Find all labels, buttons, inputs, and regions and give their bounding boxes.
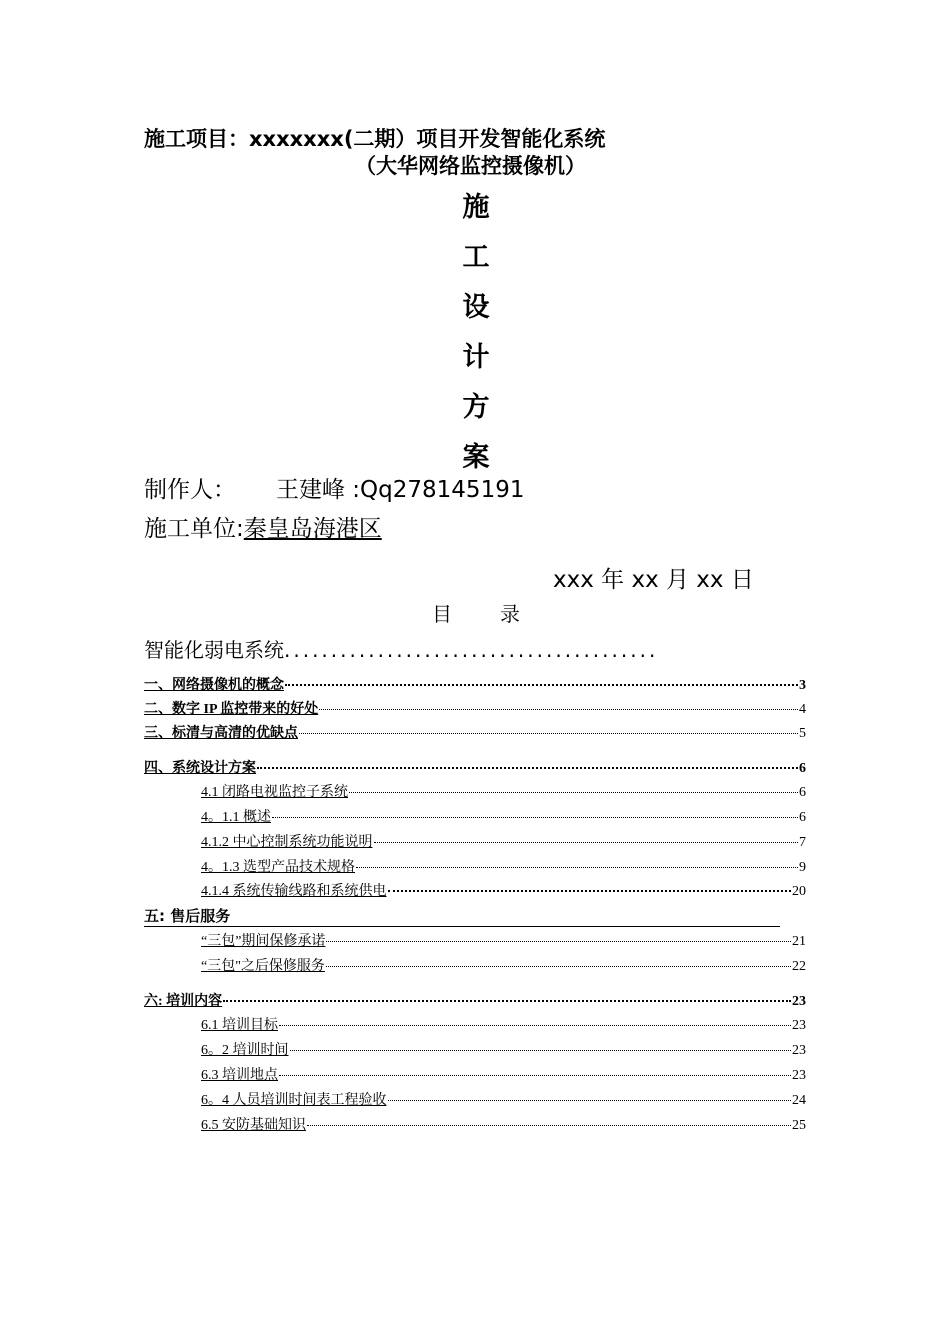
toc-entry-label: 6。4 人员培训时间表工程验收 bbox=[201, 1093, 387, 1108]
toc-entry[interactable] bbox=[201, 930, 806, 950]
toc-entry-label: 6.5 安防基础知识 bbox=[201, 1118, 306, 1133]
toc-entry[interactable] bbox=[201, 781, 806, 801]
toc-title bbox=[432, 598, 520, 627]
toc-entry[interactable] bbox=[201, 806, 806, 826]
toc-entry-label: 二、数字 IP 监控带来的好处 bbox=[144, 702, 319, 717]
toc-leader bbox=[349, 792, 798, 793]
author-line bbox=[144, 471, 524, 504]
unit-value: 秦皇岛海港区 bbox=[243, 516, 382, 542]
toc-leader bbox=[285, 684, 798, 686]
toc-leader bbox=[299, 733, 798, 734]
toc-entry-page: 20 bbox=[792, 884, 806, 899]
toc-entry[interactable] bbox=[201, 1064, 806, 1084]
toc-leader bbox=[257, 767, 798, 769]
toc-leader bbox=[319, 709, 798, 710]
toc-entry[interactable] bbox=[201, 831, 806, 851]
toc-entry[interactable] bbox=[144, 674, 806, 694]
toc-entry-page: 4 bbox=[799, 702, 806, 717]
document-date: xxx 年 xx 月 xx 日 bbox=[553, 567, 754, 593]
toc-entry-page: 23 bbox=[792, 994, 806, 1009]
toc-entry-page: 7 bbox=[799, 835, 806, 850]
toc-entry-page: 9 bbox=[799, 860, 806, 875]
toc-entry-label: 三、标清与高清的优缺点 bbox=[144, 726, 298, 741]
toc-entry[interactable] bbox=[144, 990, 806, 1010]
toc-entry-page: 6 bbox=[799, 761, 806, 776]
toc-entry-label: 4.1.2 中心控制系统功能说明 bbox=[201, 835, 373, 850]
toc-section-heading[interactable] bbox=[144, 905, 780, 927]
toc-leader bbox=[290, 1050, 792, 1051]
vertical-title-char: 计 bbox=[462, 342, 490, 373]
toc-entry-label: 一、网络摄像机的概念 bbox=[144, 678, 284, 693]
toc-leader bbox=[356, 867, 798, 868]
toc-leader bbox=[279, 1025, 791, 1026]
toc-entry-label: 4。1.1 概述 bbox=[201, 810, 271, 825]
toc-leader bbox=[326, 966, 791, 967]
toc-entry-label: “三包”期间保修承诺 bbox=[201, 934, 326, 949]
toc-entry[interactable] bbox=[201, 880, 806, 900]
toc-entry-page: 21 bbox=[792, 934, 806, 949]
toc-title-left: 目 bbox=[432, 602, 452, 626]
toc-entry-page: 23 bbox=[792, 1018, 806, 1033]
toc-entry-label: 6.3 培训地点 bbox=[201, 1068, 278, 1083]
toc-entry-label: 五: 售后服务 bbox=[144, 907, 231, 925]
toc-entry-page: 6 bbox=[799, 785, 806, 800]
toc-entry-label: 四、系统设计方案 bbox=[144, 761, 256, 776]
toc-leader bbox=[388, 890, 792, 892]
toc-entry-label: 4。1.3 选型产品技术规格 bbox=[201, 860, 355, 875]
toc-entry-page: 24 bbox=[792, 1093, 806, 1108]
unit-line bbox=[144, 510, 382, 543]
author-label: 制作人： bbox=[144, 477, 236, 503]
toc-leader bbox=[374, 842, 799, 843]
toc-entry-page: 6 bbox=[799, 810, 806, 825]
author-value: 王建峰 :Qq278145191 bbox=[276, 477, 525, 503]
toc-entry[interactable] bbox=[201, 1114, 806, 1134]
project-title: 施工项目：xxxxxxx(二期）项目开发智能化系统 bbox=[144, 127, 606, 151]
toc-entry-page: 25 bbox=[792, 1118, 806, 1133]
toc-entry[interactable] bbox=[201, 1039, 806, 1059]
toc-entry[interactable] bbox=[144, 698, 806, 718]
toc-entry-label: 六: 培训内容 bbox=[144, 994, 223, 1009]
toc-entry[interactable] bbox=[201, 856, 806, 876]
vertical-title-char: 工 bbox=[462, 242, 490, 273]
toc-entry-label: 4.1.4 系统传输线路和系统供电 bbox=[201, 884, 387, 899]
toc-leader bbox=[223, 1000, 791, 1002]
unit-label: 施工单位: bbox=[144, 516, 244, 542]
toc-leader bbox=[326, 941, 791, 942]
toc-entry-label: “三包"之后保修服务 bbox=[201, 959, 325, 974]
toc-entry[interactable] bbox=[144, 757, 806, 777]
toc-entry-label: 6.1 培训目标 bbox=[201, 1018, 278, 1033]
toc-entry-page: 22 bbox=[792, 959, 806, 974]
toc-leader bbox=[272, 817, 798, 818]
project-subtitle: （大华网络监控摄像机） bbox=[355, 154, 586, 178]
toc-entry-page: 3 bbox=[799, 678, 806, 693]
toc-entry-page: 23 bbox=[792, 1043, 806, 1058]
toc-main-label: 智能化弱电系统 bbox=[144, 638, 284, 662]
toc-main-heading bbox=[144, 634, 658, 663]
vertical-title-char: 方 bbox=[462, 392, 490, 423]
toc-entry[interactable] bbox=[201, 955, 806, 975]
toc-entry[interactable] bbox=[201, 1014, 806, 1034]
vertical-title-char: 设 bbox=[462, 292, 490, 323]
toc-entry-label: 6。2 培训时间 bbox=[201, 1043, 289, 1058]
vertical-title-char: 案 bbox=[462, 442, 490, 473]
vertical-title-char: 施 bbox=[462, 192, 490, 223]
toc-title-right: 录 bbox=[500, 602, 520, 626]
toc-entry[interactable] bbox=[201, 1089, 806, 1109]
toc-leader bbox=[307, 1125, 791, 1126]
toc-leader bbox=[279, 1075, 791, 1076]
toc-entry-page: 23 bbox=[792, 1068, 806, 1083]
toc-entry-label: 4.1 闭路电视监控子系统 bbox=[201, 785, 348, 800]
toc-entry[interactable] bbox=[144, 722, 806, 742]
toc-leader bbox=[388, 1100, 792, 1101]
toc-entry-page: 5 bbox=[799, 726, 806, 741]
toc-main-dots: ........................................ bbox=[284, 638, 659, 662]
